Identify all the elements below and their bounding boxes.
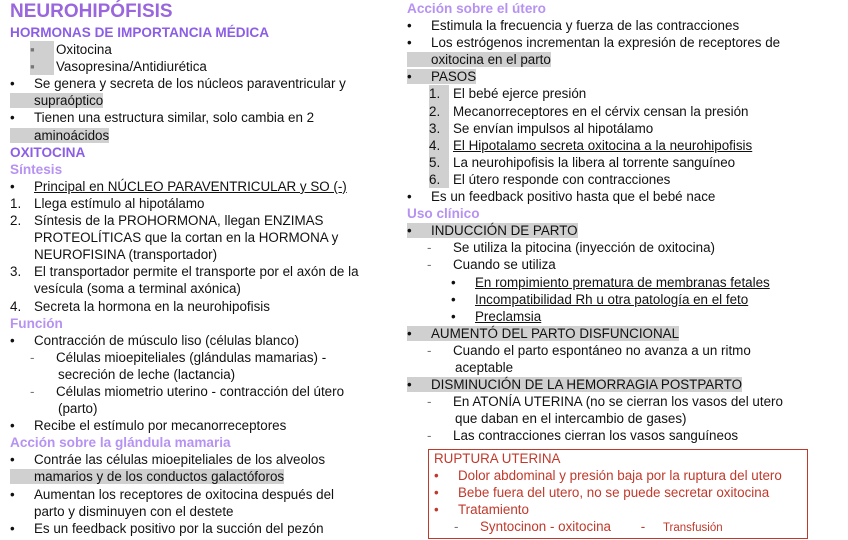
list-item: • Estimula la frecuencia y fuerza de las contracciones [407,18,740,34]
subsection-heading: Uso clínico [407,206,480,222]
list-item: NEUROFISINA (transportador) [34,247,218,263]
list-item: • Tienen una estructura similar, solo cambia en 2 [10,110,315,126]
list-item: vesícula (soma a terminal axónica) [34,281,241,297]
list-item: - Las contracciones cierran los vasos sanguíneos [427,428,739,444]
list-item: PROTEOLÍTICAS que la cortan en la HORMONA y [34,230,339,246]
list-item: ▪ Oxitocina [30,42,112,58]
list-item: 1. El bebé ejerce presión [429,86,587,102]
list-item: • Principal en NÚCLEO PARAVENTRICULAR y SO (-) [10,178,347,194]
list-item: • Los estrógenos incrementan la expresión de receptores de [407,35,781,51]
list-item: - En ATONÍA UTERINA (no se cierran los vasos del utero [427,394,783,410]
list-item: • Contráe las células mioepiteliales de los alveolos [10,452,326,468]
list-item: • Aumentan los receptores de oxitocina después del [10,486,334,502]
subsection-heading: Acción sobre la glándula mamaria [10,435,231,451]
subsection-heading: Acción sobre el útero [407,1,546,16]
list-item: • Recibe el estímulo por mecanorreceptores [10,418,287,434]
list-item: 4. El Hipotalamo secreta oxitocina a la neurohipofisis [429,137,753,153]
list-item: • Tratamiento [434,502,529,518]
list-item: - Cuando el parto espontáneo no avanza a un ritmo [427,342,751,358]
list-item: 2. Mecanorreceptores en el cérvix censan la presión [429,103,749,119]
list-item: • En rompimiento prematura de membranas fetales [451,274,770,290]
list-item: 1. Llega estímulo al hipotálamo [10,195,205,211]
list-item: 5. La neurohipofisis la libera al torrente sanguíneo [429,154,736,170]
list-item: (parto) [58,401,98,417]
section-heading: OXITOCINA [10,144,86,160]
list-item: - Células miometrio uterino - contracción del útero [30,383,345,399]
list-item: • Incompatibilidad Rh u otra patología en el feto [451,291,749,307]
list-item: 3. El transportador permite el transporte por el axón de la [10,264,359,280]
list-item: • Preclamsia [451,308,542,324]
list-item: • PASOS [407,69,477,85]
uterine-rupture-box [428,449,808,539]
list-item: parto y disminuyen con el destete [34,503,234,519]
list-item: • Contracción de músculo liso (células blanco) [10,332,299,348]
left-column [10,0,402,537]
list-item: - Células mioepiteliales (glándulas mamarias) - [30,349,327,365]
list-item: secreción de leche (lactancia) [58,366,236,382]
list-item: - Se utiliza la pitocina (inyección de oxitocina) [427,240,716,256]
list-item: • Es un feedback positivo por la succión del pezón [10,520,324,536]
list-item: - Syntocinon - oxitocina - Transfusión [454,519,723,535]
list-item: 2. Síntesis de la PROHORMONA, llegan ENZIMAS [10,213,324,229]
list-item: • Bebe fuera del utero, no se puede secretar oxitocina [434,485,770,501]
square-marker: ▪ [30,41,54,58]
box-title: RUPTURA UTERINA [434,451,561,466]
list-item: • Es un feedback positivo hasta que el bebé nace [407,189,716,205]
subsection-heading: Función [10,315,63,331]
page-title: NEUROHIPÓFISIS [10,1,173,22]
list-item: ▪ Vasopresina/Antidiurética [30,59,207,75]
list-item: • AUMENTÓ DEL PARTO DISFUNCIONAL [407,325,680,341]
list-item: supraóptico [10,92,402,109]
list-item: • Dolor abdominal y presión baja por la ruptura del utero [434,468,782,484]
list-item: que daban en el intercambio de gases) [455,411,687,427]
list-item: aceptable [455,359,514,375]
right-column [407,0,843,444]
list-item: - Cuando se utiliza [427,257,556,273]
list-item: mamarios y de los conductos galactóforos [10,468,402,485]
list-item: • DISMINUCIÓN DE LA HEMORRAGIA POSTPARTO [407,377,743,393]
section-heading: HORMONAS DE IMPORTANCIA MÉDICA [10,25,270,40]
list-item: 4. Secreta la hormona en la neurohipofisis [10,298,270,314]
list-item: oxitocina en el parto [407,51,843,68]
list-item: • INDUCCIÓN DE PARTO [407,223,578,239]
transfusion-label: Transfusión [662,522,723,535]
list-item: 3. Se envían impulsos al hipotálamo [429,120,654,136]
list-item: • Se genera y secreta de los núcleos paraventricular y [10,76,346,92]
list-item: aminoácidos [10,127,402,144]
list-item: 6. El útero responde con contracciones [429,171,671,187]
subsection-heading: Síntesis [10,161,63,177]
square-marker: ▪ [30,58,54,75]
